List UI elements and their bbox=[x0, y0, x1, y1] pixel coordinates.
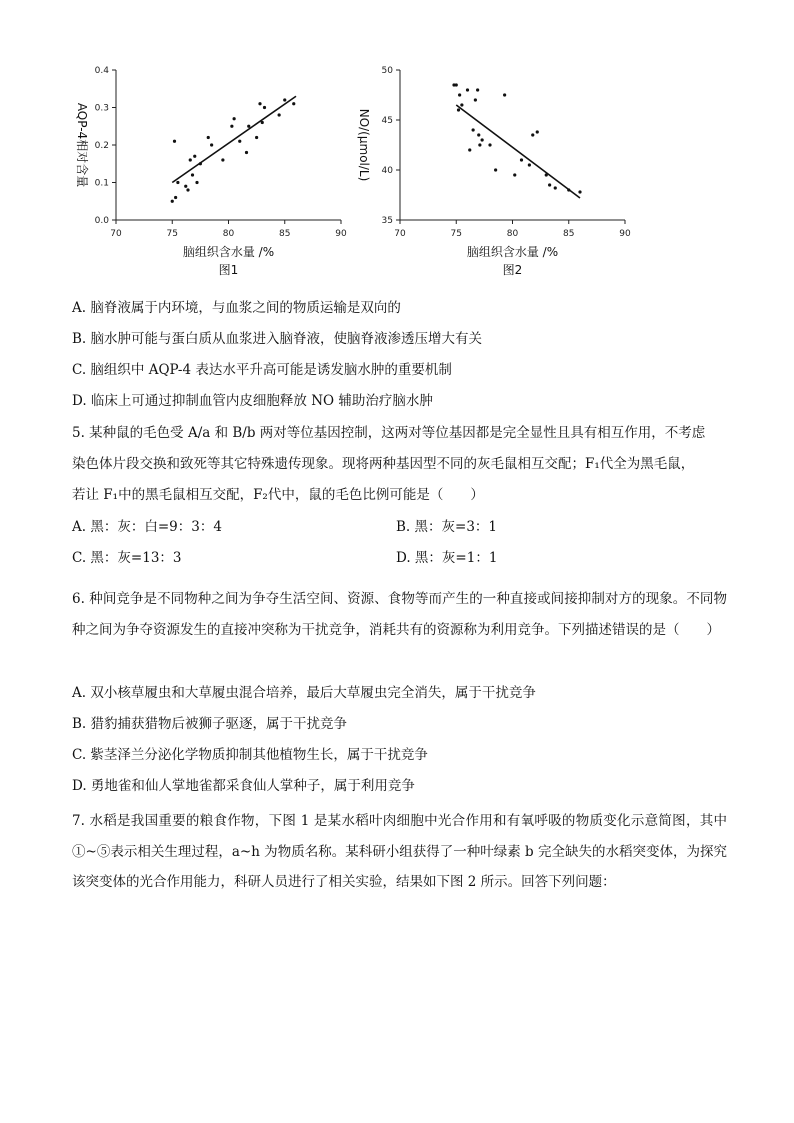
chart-figure-1 bbox=[60, 58, 360, 288]
data-point bbox=[476, 88, 479, 91]
chart-axes bbox=[112, 70, 341, 224]
y-tick-label: 0.2 bbox=[94, 141, 109, 151]
data-point bbox=[233, 117, 236, 120]
data-point bbox=[193, 155, 196, 158]
data-point bbox=[230, 125, 233, 128]
data-point bbox=[238, 140, 241, 143]
x-tick-label: 85 bbox=[563, 229, 575, 239]
y-tick-label: 0.1 bbox=[94, 178, 109, 189]
data-point bbox=[458, 93, 461, 96]
q5-option-c: C. 黑：灰=13：3 bbox=[72, 550, 182, 566]
data-point bbox=[258, 102, 261, 105]
data-point bbox=[520, 158, 523, 161]
data-point bbox=[245, 151, 248, 154]
figure-caption: 图2 bbox=[502, 263, 523, 277]
data-point bbox=[513, 173, 516, 176]
q5-stem-line-1: 5. 某种鼠的毛色受 A/a 和 B/b 两对等位基因控制，这两对等位基因都是完全显性且具有相互作用，不考虑 bbox=[72, 425, 706, 441]
data-point bbox=[457, 108, 460, 111]
y-axis-title: AQP-4相对含量 bbox=[75, 102, 89, 188]
x-tick-label: 80 bbox=[506, 229, 519, 239]
q5-option-b: B. 黑：灰=3：1 bbox=[396, 519, 497, 535]
data-point bbox=[474, 98, 477, 101]
data-point bbox=[536, 130, 539, 133]
q6-option-d: D. 勇地雀和仙人掌地雀都采食仙人掌种子，属于利用竞争 bbox=[72, 778, 415, 794]
data-point bbox=[531, 133, 534, 136]
q5-option-d: D. 黑：灰=1：1 bbox=[396, 550, 498, 566]
data-point bbox=[210, 143, 213, 146]
x-tick-label: 70 bbox=[394, 229, 406, 239]
y-tick-label: 35 bbox=[381, 216, 393, 226]
q7-stem: 7. 水稻是我国重要的粮食作物，下图 1 是某水稻叶肉细胞中光合作用和有氧呼吸的物质变化示意简图，其中①~⑤表示相关生理过程，a~h 为物质名称。某科研小组获得了一种叶绿素 b 完全缺失的水稻突变体，为探究该突变体的光合作用能力，科研人员进行了相关实验，结果如下图 2 所示。回答下列问题： bbox=[72, 813, 727, 890]
data-point bbox=[503, 93, 506, 96]
data-point bbox=[468, 148, 471, 151]
regression-line bbox=[172, 96, 296, 182]
data-point bbox=[263, 106, 266, 109]
data-point bbox=[247, 125, 250, 128]
data-point bbox=[171, 200, 174, 203]
data-point bbox=[173, 140, 176, 143]
data-point bbox=[189, 158, 192, 161]
q4-option-a: A. 脑脊液属于内环境，与血浆之间的物质运输是双向的 bbox=[72, 300, 401, 316]
x-tick-label: 85 bbox=[279, 229, 291, 239]
data-point bbox=[191, 173, 194, 176]
x-axis-title: 脑组织含水量 /% bbox=[182, 245, 275, 259]
data-point bbox=[460, 103, 463, 106]
data-point bbox=[255, 136, 258, 139]
data-point bbox=[548, 183, 551, 186]
data-point bbox=[292, 102, 295, 105]
data-point bbox=[176, 181, 179, 184]
y-tick-label: 40 bbox=[381, 166, 393, 176]
data-point bbox=[477, 133, 480, 136]
data-point bbox=[455, 83, 458, 86]
y-tick-label: 45 bbox=[381, 116, 393, 126]
q6-option-c: C. 紫茎泽兰分泌化学物质抑制其他植物生长，属于干扰竞争 bbox=[72, 747, 428, 763]
q5-stem-line-2: 染色体片段交换和致死等其它特殊遗传现象。现将两种基因型不同的灰毛鼠相互交配；F₁代全为黑毛鼠， bbox=[72, 456, 695, 472]
data-point bbox=[554, 186, 557, 189]
y-tick-label: 0.0 bbox=[94, 216, 109, 226]
q6-option-a: A. 双小核草履虫和大草履虫混合培养，最后大草履虫完全消失，属于干扰竞争 bbox=[72, 685, 536, 701]
regression-line bbox=[456, 105, 580, 198]
chart-axes bbox=[396, 70, 625, 224]
data-point bbox=[578, 190, 581, 193]
data-point bbox=[528, 163, 531, 166]
data-point bbox=[488, 143, 491, 146]
data-point bbox=[283, 98, 286, 101]
figure-caption: 图1 bbox=[218, 263, 239, 277]
x-tick-label: 70 bbox=[110, 229, 122, 239]
q4-option-c: C. 脑组织中 AQP-4 表达水平升高可能是诱发脑水肿的重要机制 bbox=[72, 362, 452, 378]
x-tick-label: 90 bbox=[619, 229, 631, 239]
x-tick-label: 75 bbox=[450, 229, 462, 239]
data-point bbox=[221, 158, 224, 161]
figures bbox=[60, 58, 660, 288]
data-point bbox=[195, 181, 198, 184]
y-tick-label: 50 bbox=[381, 66, 393, 76]
data-point bbox=[478, 143, 481, 146]
x-tick-label: 80 bbox=[222, 229, 235, 239]
data-point bbox=[466, 88, 469, 91]
data-point bbox=[472, 128, 475, 131]
q5-option-a: A. 黑：灰：白=9：3：4 bbox=[72, 519, 222, 535]
y-axis-title: NO/(μmol/L) bbox=[357, 108, 371, 182]
x-axis-title: 脑组织含水量 /% bbox=[466, 245, 559, 259]
chart-figure-2 bbox=[342, 58, 662, 288]
y-tick-label: 0.4 bbox=[94, 66, 109, 76]
data-point bbox=[184, 185, 187, 188]
data-point bbox=[481, 138, 484, 141]
data-point bbox=[494, 168, 497, 171]
q4-option-d: D. 临床上可通过抑制血管内皮细胞释放 NO 辅助治疗脑水肿 bbox=[72, 393, 433, 409]
q6-option-b: B. 猎豹捕获猎物后被狮子驱逐，属于干扰竞争 bbox=[72, 716, 348, 732]
data-point bbox=[207, 136, 210, 139]
q4-option-b: B. 脑水肿可能与蛋白质从血浆进入脑脊液，使脑脊液渗透压增大有关 bbox=[72, 331, 483, 347]
data-point bbox=[186, 188, 189, 191]
q5-stem-line-3: 若让 F₁中的黑毛鼠相互交配，F₂代中，鼠的毛色比例可能是（ ） bbox=[72, 487, 484, 503]
data-point bbox=[278, 113, 281, 116]
x-tick-label: 90 bbox=[335, 229, 347, 239]
x-tick-label: 75 bbox=[166, 229, 178, 239]
data-point bbox=[174, 196, 177, 199]
y-tick-label: 0.3 bbox=[94, 103, 109, 114]
q6-stem: 6. 种间竞争是不同物种之间为争夺生活空间、资源、食物等而产生的一种直接或间接抑制对方的现象。不同物种之间为争夺资源发生的直接冲突称为干扰竞争，消耗共有的资源称为利用竞争。下列描述错误的是（ ） bbox=[72, 591, 727, 638]
